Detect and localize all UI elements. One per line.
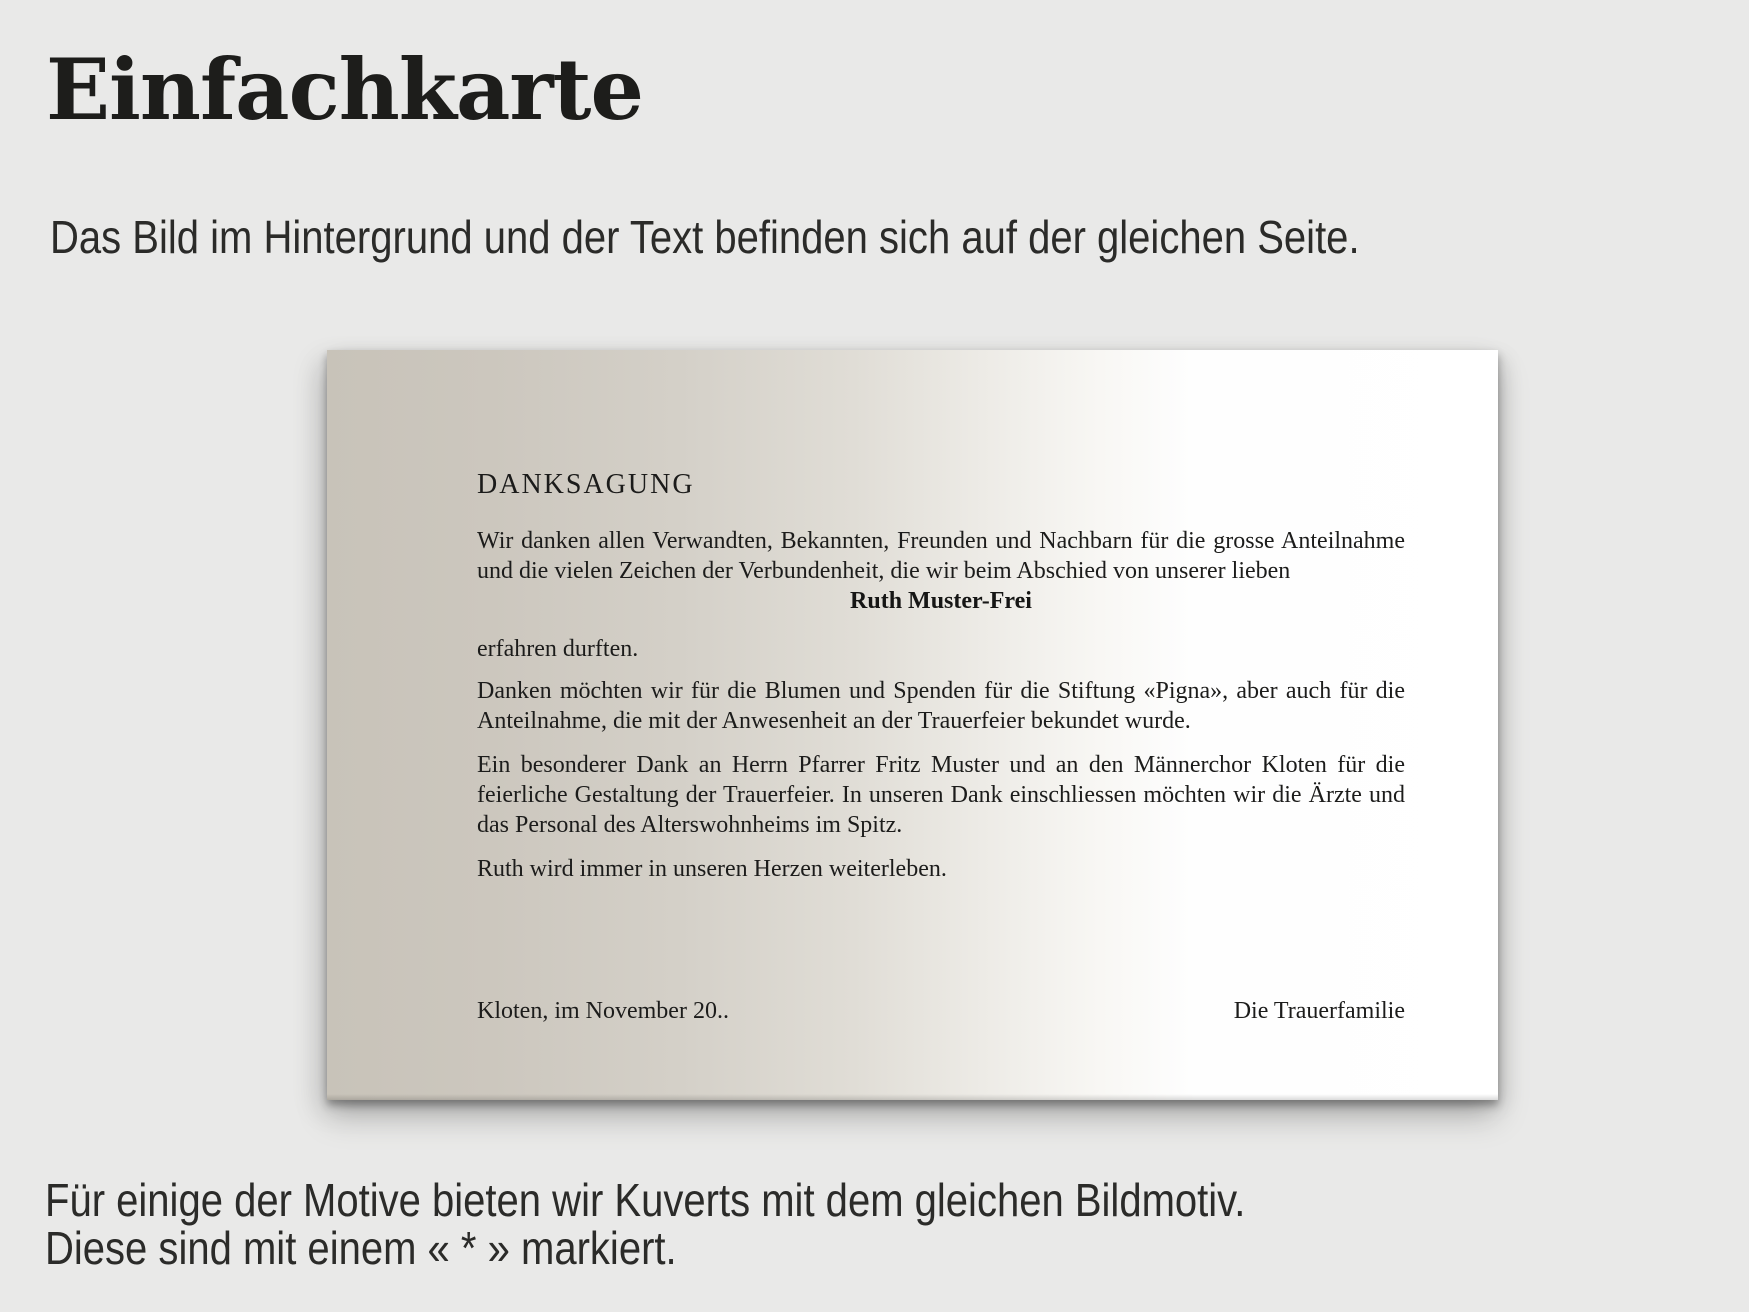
- card-bottom-row: [477, 996, 1405, 1026]
- card-content: [327, 350, 1498, 1100]
- card-place-date: Kloten, im November 20..: [477, 998, 729, 1024]
- card-paragraph-donations: Danken möchten wir für die Blumen und Spenden für die Stiftung «Pigna», aber auch für die Anteilnahme, die mit der Anwesenheit an der Trauerfeier bekundet wurde.: [477, 678, 1405, 734]
- page-footer-note: [45, 1176, 1245, 1272]
- card-deceased-name: Ruth Muster-Frei: [850, 588, 1032, 614]
- card-heading: DANKSAGUNG: [477, 469, 695, 500]
- card-intro-paragraph: Wir danken allen Verwandten, Bekannten, Freunden und Nachbarn für die grosse Anteilnahme und die vielen Zeichen der Verbundenheit, die wir beim Abschied von unserer lieben: [477, 528, 1405, 584]
- footer-line-2: Diese sind mit einem « * » markiert.: [45, 1222, 677, 1274]
- page-subtitle: Das Bild im Hintergrund und der Text befinden sich auf der gleichen Seite.: [50, 211, 1360, 263]
- page-title: Einfachkarte: [46, 40, 643, 139]
- footer-line-1: Für einige der Motive bieten wir Kuverts mit dem gleichen Bildmotiv.: [45, 1174, 1246, 1226]
- card-preview: [327, 350, 1498, 1100]
- card-paragraph-memory: Ruth wird immer in unseren Herzen weiterleben.: [477, 856, 947, 882]
- card-after-name-line: erfahren durften.: [477, 636, 639, 662]
- card-paragraph-special-thanks: Ein besonderer Dank an Herrn Pfarrer Fritz Muster und an den Männerchor Kloten für die feierliche Gestaltung der Trauerfeier. In unseren Dank einschliessen möchten wir die Ärzte und das Personal des Alterswohnheims im Spitz.: [477, 752, 1405, 838]
- card-signature: Die Trauerfamilie: [1233, 998, 1405, 1024]
